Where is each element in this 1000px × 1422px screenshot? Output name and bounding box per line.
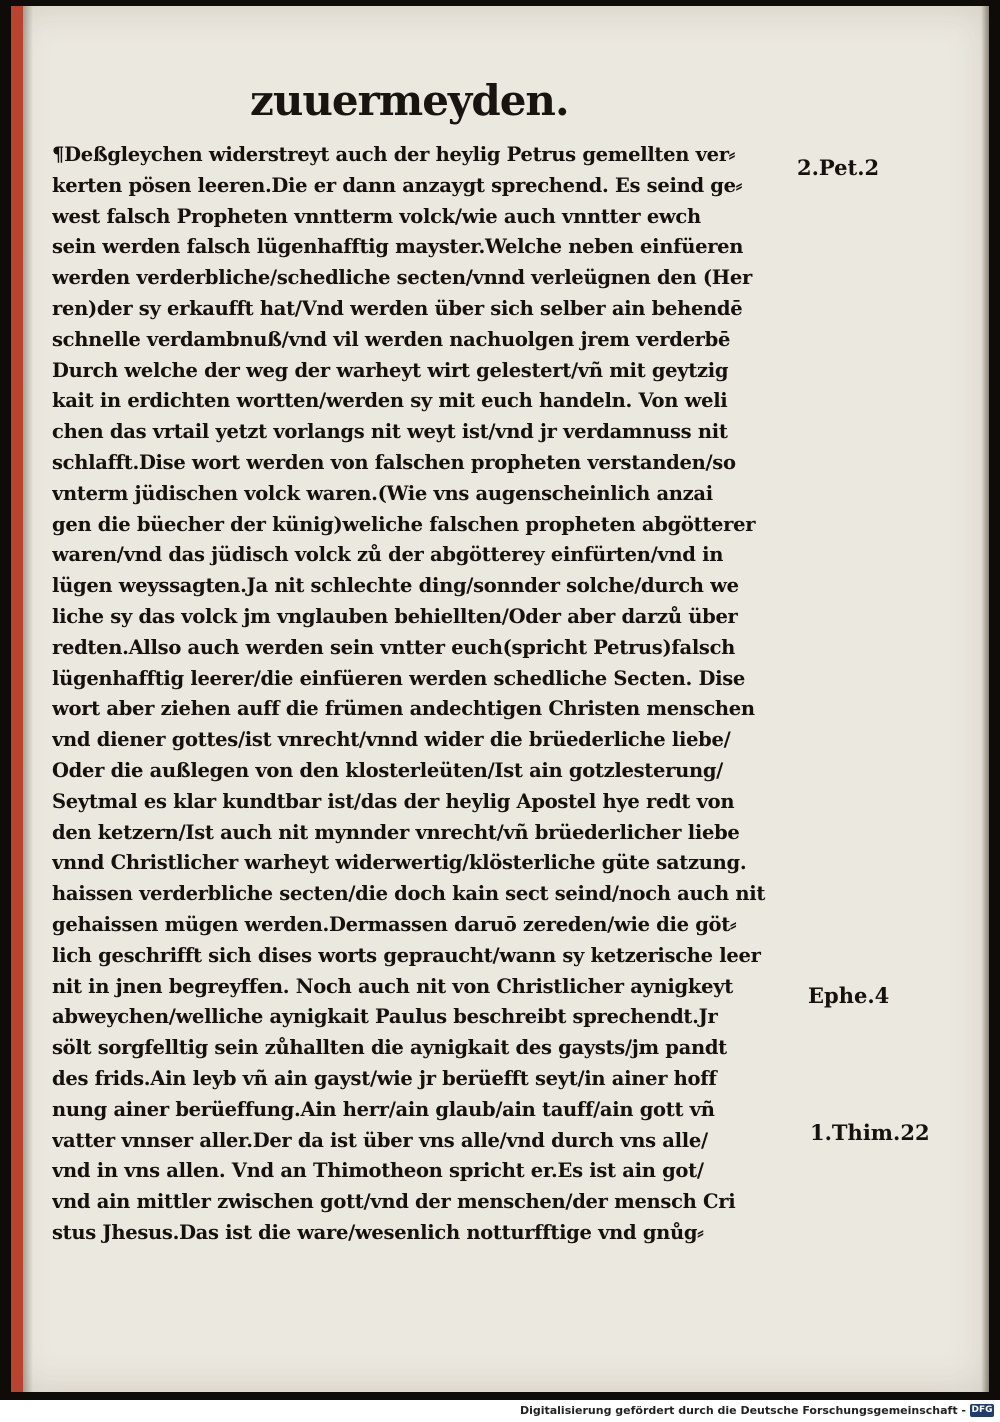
body-text: [52, 140, 802, 1249]
dfg-logo: DFG: [971, 1405, 993, 1415]
text-line: ren)der sy erkaufft hat/Vnd werden über sich selber ain behendē: [52, 296, 743, 320]
text-line: werden verderbliche/schedliche secten/vnnd verleügnen den (Her: [52, 266, 752, 290]
text-line: kait in erdichten wortten/werden sy mit euch handeln. Von weli: [52, 389, 728, 413]
text-line: lügenhafftig leerer/die einfüeren werden schedliche Secten. Dise: [52, 666, 746, 690]
text-line: vnd in vns allen. Vnd an Thimotheon spricht er.Es ist ain got/: [52, 1159, 704, 1183]
footer-credit: Digitalisierung gefördert durch die Deutsche Forschungsgemeinschaft -: [519, 1404, 966, 1417]
text-line: nung ainer berüeffung.Ain herr/ain glaub/ain tauff/ain gott vñ: [52, 1097, 715, 1121]
text-line: kerten pösen leeren.Die er dann anzaygt sprechend. Es seind ge⸗: [52, 173, 742, 197]
text-line: lich geschrifft sich dises worts gepraucht/wann sy ketzerische leer: [52, 943, 761, 967]
text-line: vnterm jüdischen volck waren.(Wie vns augenscheinlich anzai: [52, 481, 713, 505]
text-line: sein werden falsch lügenhafftig mayster.Welche neben einfüeren: [52, 235, 744, 259]
text-line: redten.Allso auch werden sein vntter euch(spricht Petrus)falsch: [52, 635, 736, 659]
text-line: sölt sorgfelltig sein zůhallten die aynigkait des gaysts/jm pandt: [52, 1036, 727, 1060]
text-line: vatter vnnser aller.Der da ist über vns alle/vnd durch vns alle/: [52, 1128, 708, 1152]
page-gutter-shade: [23, 6, 33, 1392]
text-line: stus Jhesus.Das ist die ware/wesenlich notturfftige vnd gnůg⸗: [52, 1220, 704, 1244]
text-line: haissen verderbliche secten/die doch kain sect seind/noch auch nit: [52, 882, 766, 906]
text-line: gehaissen mügen werden.Dermassen daruō zereden/wie die göt⸗: [52, 912, 737, 936]
text-line: schnelle verdambnuß/vnd vil werden nachuolgen jrem verderbē: [52, 327, 731, 351]
text-line: Durch welche der weg der warheyt wirt gelestert/vñ mit geytzig: [52, 358, 729, 382]
text-line: Seytmal es klar kundtbar ist/das der heylig Apostel hye redt von: [52, 789, 735, 813]
text-line: lügen weyssagten.Ja nit schlechte ding/sonnder solche/durch we: [52, 574, 739, 598]
margin-note-thim: 1.Thim.22: [810, 1120, 930, 1145]
text-line: west falsch Propheten vnntterm volck/wie auch vnntter ewch: [52, 204, 701, 228]
text-line: des frids.Ain leyb vñ ain gayst/wie jr berüefft seyt/in ainer hoff: [52, 1066, 717, 1090]
text-line: schlafft.Dise wort werden von falschen propheten verstanden/so: [52, 450, 736, 474]
text-line: wort aber ziehen auff die frümen andechtigen Christen menschen: [52, 697, 755, 721]
margin-note-2-pet: 2.Pet.2: [797, 155, 880, 180]
margin-note-ephe: Ephe.4: [808, 983, 890, 1008]
text-line: vnd diener gottes/ist vnrecht/vnnd wider die brüederliche liebe/: [52, 728, 731, 752]
text-line: nit in jnen begreyffen. Noch auch nit von Christlicher aynigkeyt: [52, 974, 733, 998]
text-line: waren/vnd das jüdisch volck zů der abgötterey einfürten/vnd in: [52, 543, 724, 567]
running-header: zuuermeyden.: [250, 76, 569, 125]
text-line: vnd ain mittler zwischen gott/vnd der menschen/der mensch Cri: [52, 1190, 736, 1214]
text-line: abweychen/welliche aynigkait Paulus beschreibt sprechendt.Jr: [52, 1005, 718, 1029]
text-line: vnnd Christlicher warheyt widerwertig/klösterliche güte satzung.: [52, 851, 747, 875]
text-line: chen das vrtail yetzt vorlangs nit weyt ist/vnd jr verdamnuss nit: [52, 420, 728, 444]
text-line: liche sy das volck jm vnglauben behiellten/Oder aber darzů über: [52, 604, 738, 628]
text-line: den ketzern/Ist auch nit mynnder vnrecht/vñ brüederlicher liebe: [52, 820, 740, 844]
page-right-edge: [981, 6, 989, 1392]
text-line: gen die büecher der künig)weliche falschen propheten abgötterer: [52, 512, 756, 536]
page-left-edge: [11, 6, 23, 1392]
text-line: ¶Deßgleychen widerstreyt auch der heylig Petrus gemellten ver⸗: [52, 143, 735, 166]
text-line: Oder die außlegen von den klosterleüten/Ist ain gotzlesterung/: [52, 758, 724, 782]
